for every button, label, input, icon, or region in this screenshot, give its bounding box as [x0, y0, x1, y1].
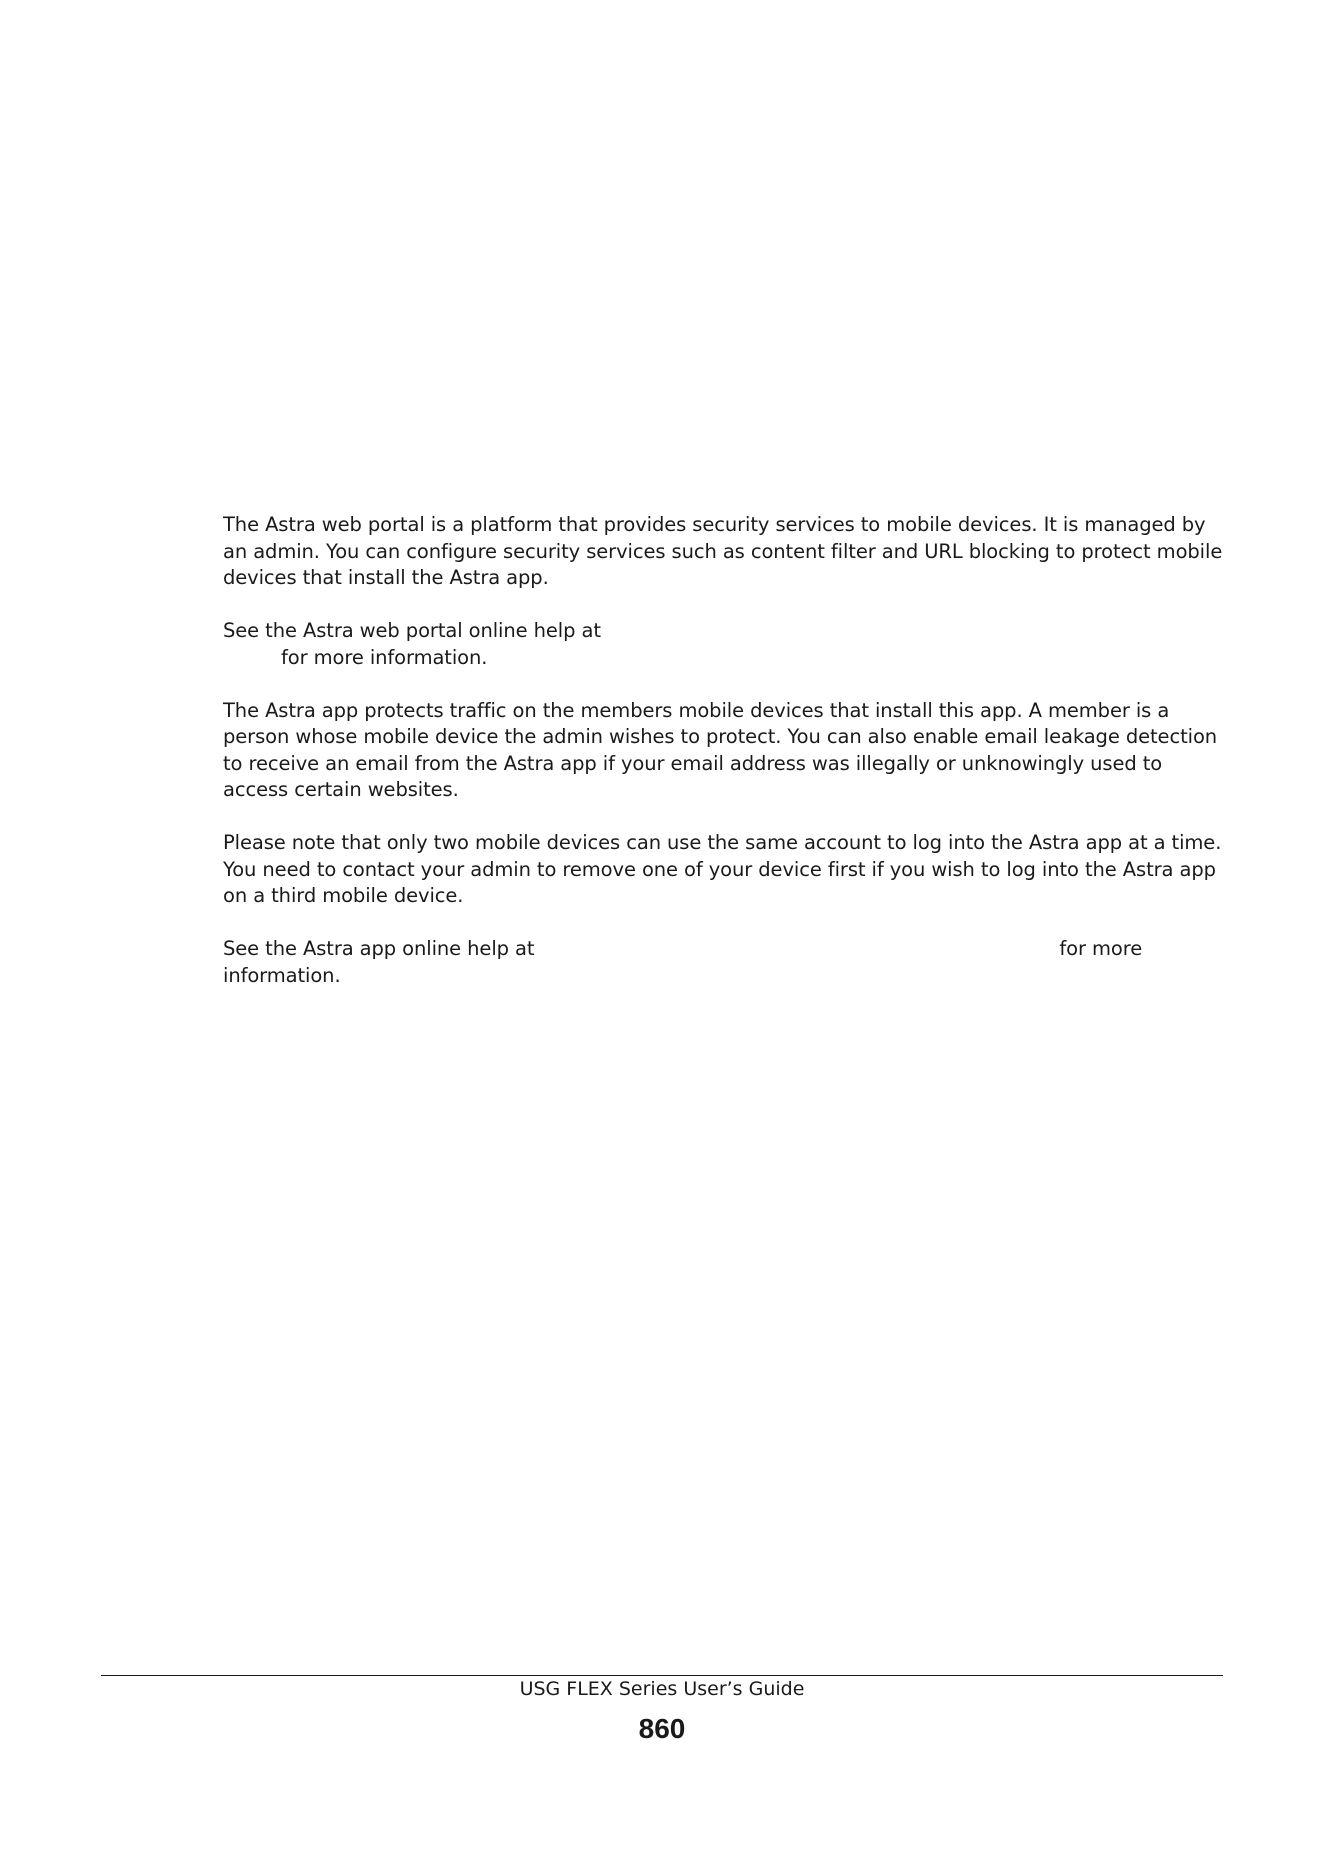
paragraph-app-help — [223, 936, 1233, 989]
web-portal-help-more-info: for more information. — [281, 645, 488, 669]
app-help-text: See the Astra app online help at — [223, 937, 535, 960]
paragraph-device-limit: Please note that only two mobile devices can use the same account to log into the Astra app at a time. You need to contact your admin to remove one of your device first if you wish to log into the Astra app on a third mobile device. — [223, 831, 1222, 907]
page-number: 860 — [638, 1713, 686, 1744]
footer-divider — [101, 1675, 1223, 1676]
web-portal-help-text: See the Astra web portal online help at — [223, 619, 601, 642]
main-content — [223, 512, 1233, 1016]
paragraph-astra-app: The Astra app protects traffic on the members mobile devices that install this app. A member is a person whose mobile device the admin wishes to protect. You can also enable email leakage detection to receive an email from the Astra app if your email address was illegally or unknowingly used to access certain websites. — [223, 698, 1218, 801]
app-help-more-info: for more information. — [223, 937, 1143, 987]
footer-guide-title: USG FLEX Series User’s Guide — [519, 1678, 805, 1700]
paragraph-web-portal-help — [223, 618, 1233, 671]
paragraph-astra-web-portal: The Astra web portal is a platform that provides security services to mobile devices. It is managed by an admin. You can configure security services such as content filter and URL blocking to protect mobile devices that install the Astra app. — [223, 513, 1223, 589]
